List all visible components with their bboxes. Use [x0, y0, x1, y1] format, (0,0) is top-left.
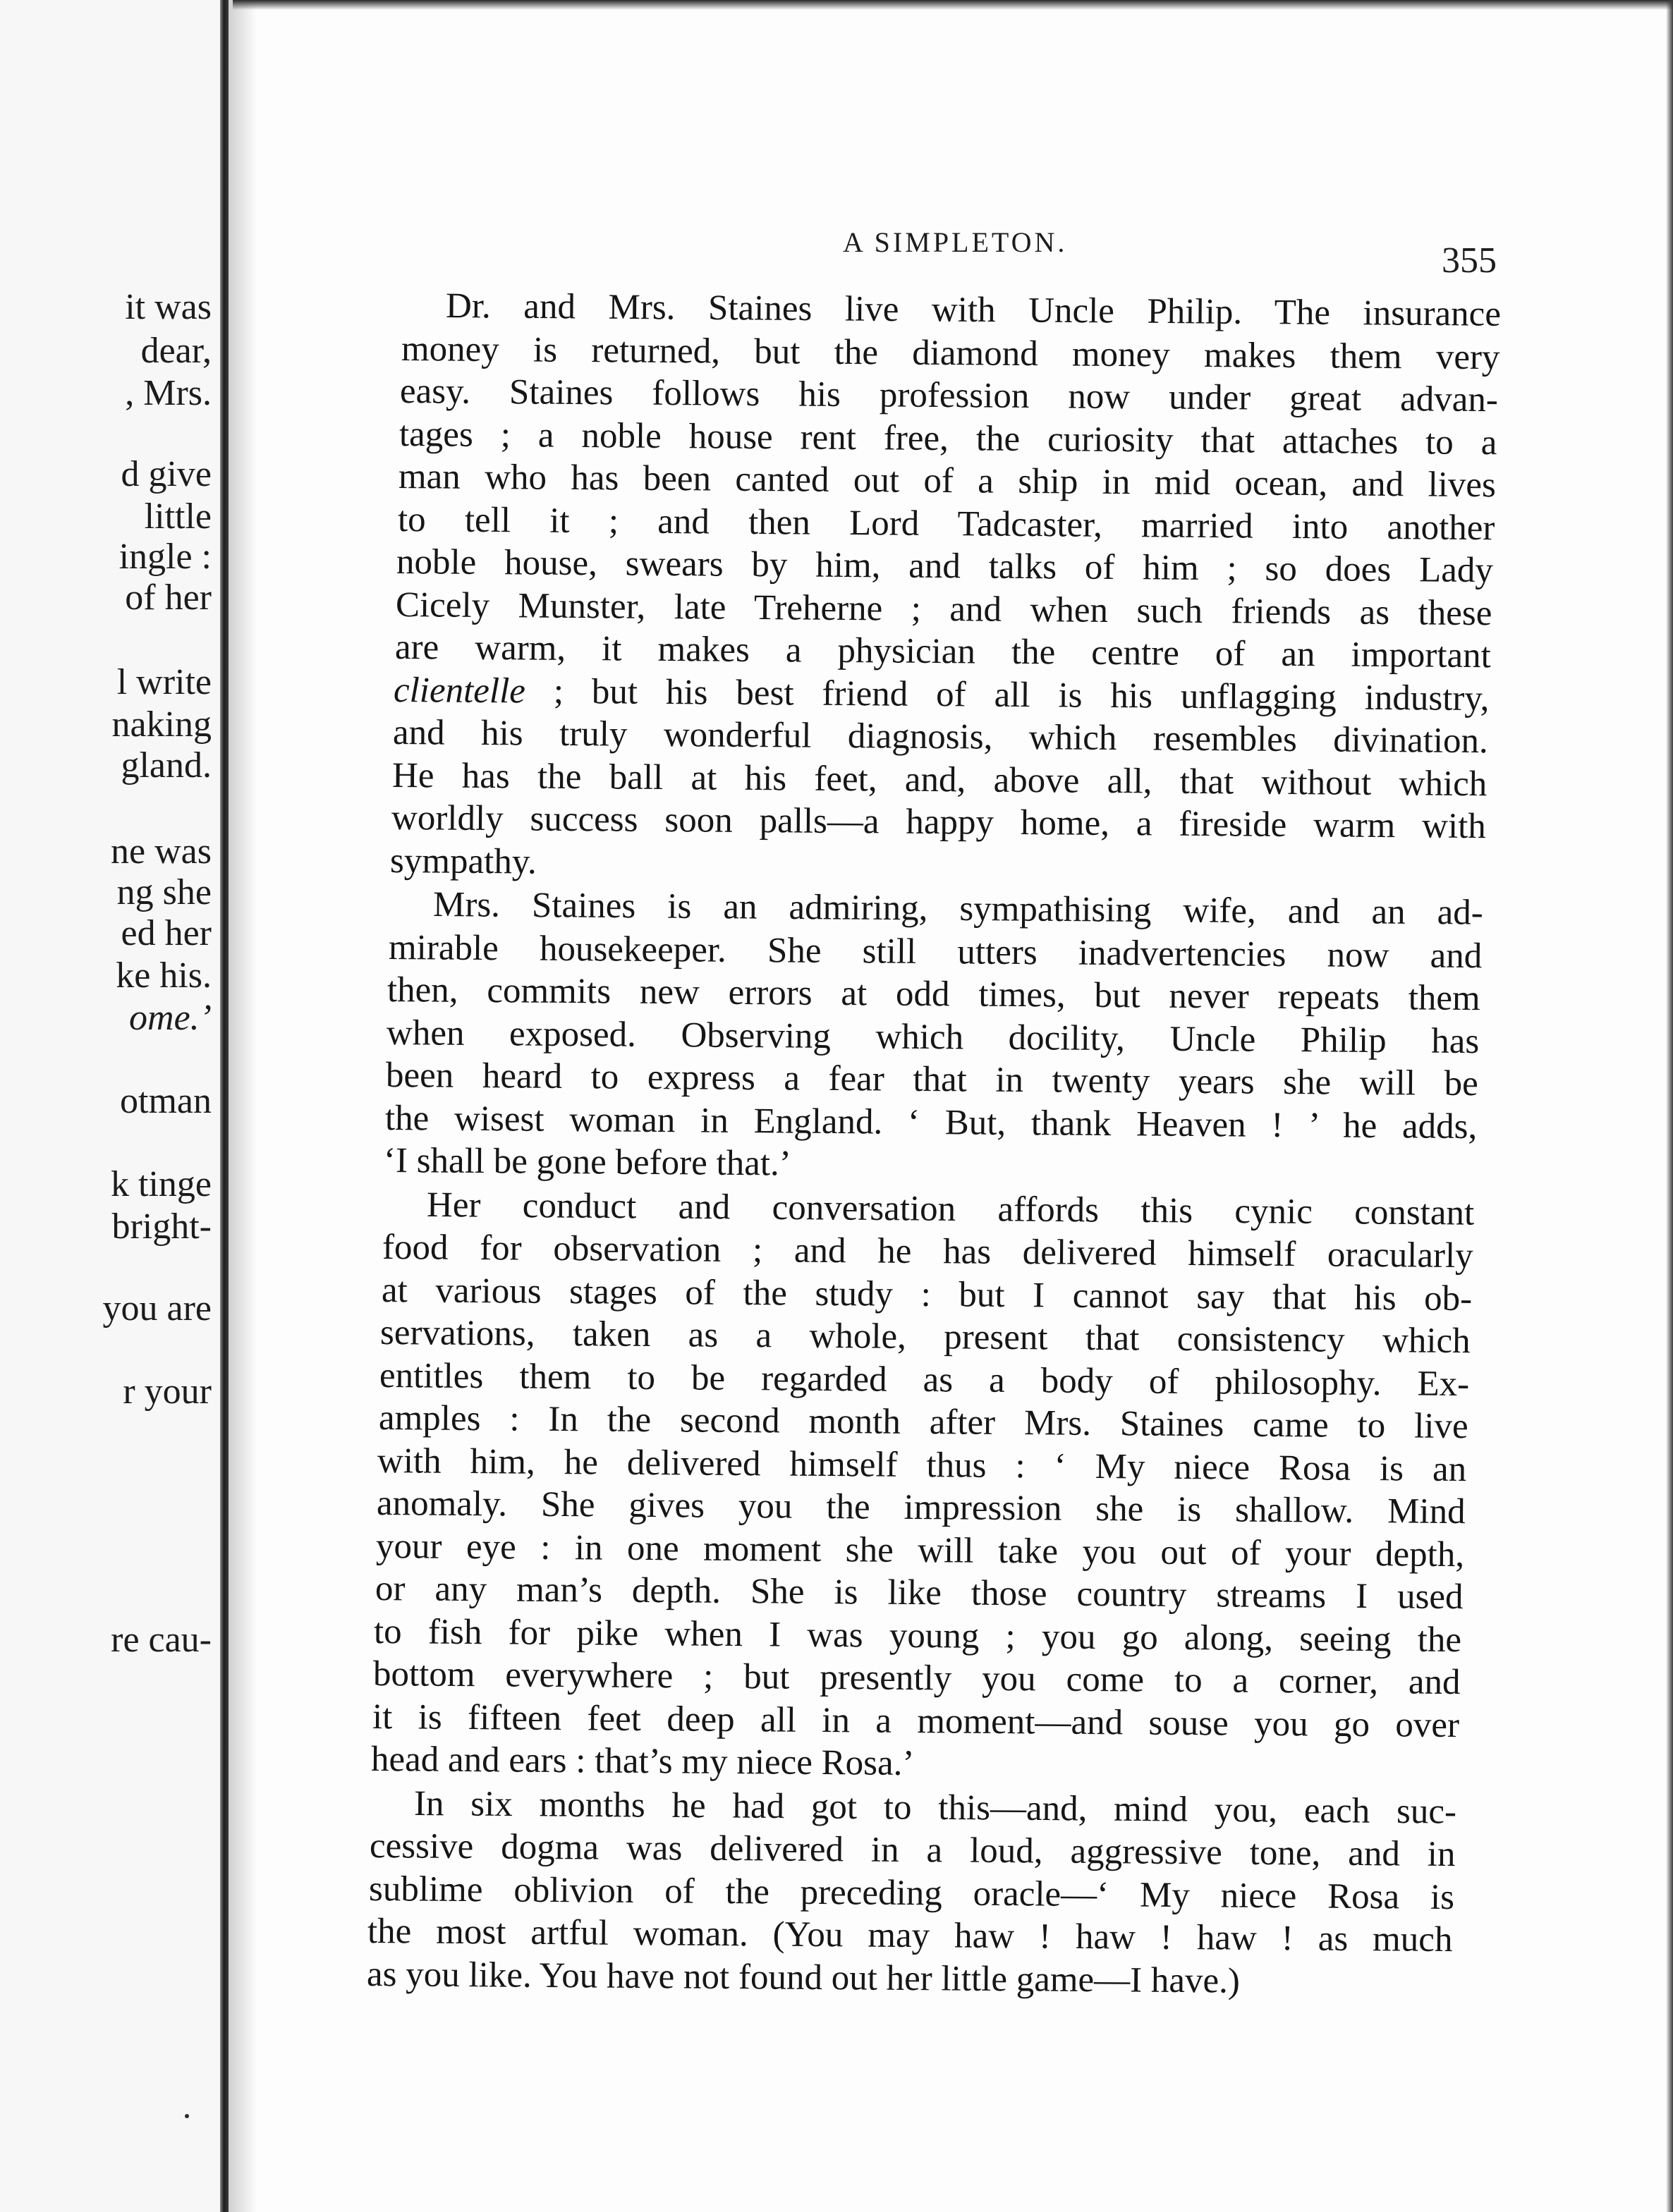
text-line: to tell it ; and then Lord Tadcaster, married into another	[397, 499, 1495, 548]
left-page-fragment: r your	[123, 1371, 212, 1412]
text-line: your eye : in one moment she will take you out of your depth,	[375, 1526, 1465, 1575]
text-line: food for observation ; and he has delivered himself oracularly	[382, 1228, 1473, 1276]
text-line: then, commits new errors at odd times, but never repeats them	[387, 970, 1481, 1019]
left-page-fragment: it was	[125, 287, 212, 327]
left-page-fragment: dear,	[140, 331, 212, 371]
left-page-fragment: otman	[120, 1081, 212, 1121]
text-line: sublime oblivion of the preceding oracle—‘ My niece Rosa is	[368, 1869, 1454, 1918]
left-page-fragment: of her	[125, 578, 212, 618]
page-number: 355	[1442, 240, 1497, 281]
text-line: servations, taken as a whole, present that consistency which	[379, 1313, 1471, 1362]
text-line: In six months he had got to this—and, mind you, each suc-	[413, 1783, 1457, 1832]
left-page-fragment: ome.’	[129, 998, 212, 1038]
text-line: Her conduct and conversation affords this cynic constant	[426, 1185, 1475, 1233]
text-line: at various stages of the study : but I cannot say that his ob-	[381, 1270, 1472, 1319]
left-page-fragment: ingle :	[118, 537, 212, 577]
left-page-fragment: ne was	[111, 831, 212, 872]
text-line: He has the ball at his feet, and, above all, that without which	[391, 755, 1488, 804]
left-page-fragment: , Mrs.	[125, 373, 212, 413]
text-line: amples : In the second month after Mrs. Staines came to live	[378, 1398, 1468, 1447]
text-line: Mrs. Staines is an admiring, sympathising wife, and an ad-	[432, 885, 1484, 933]
left-page-fragment: l write	[116, 662, 212, 702]
text-line: noble house, swears by him, and talks of him ; so does Lady	[396, 542, 1494, 591]
left-page-fragment: ed her	[121, 913, 212, 953]
left-page-fragment: little	[144, 496, 212, 537]
text-line: entitles them to be regarded as a body of philosophy. Ex-	[379, 1355, 1470, 1404]
text-line: man who has been canted out of a ship in mid ocean, and lives	[398, 457, 1496, 506]
text-line: been heard to express a fear that in twenty years she will be	[385, 1056, 1478, 1104]
text-line: sympathy.	[390, 841, 537, 882]
text-line: Dr. and Mrs. Staines live with Uncle Philip. The insurance	[445, 286, 1502, 334]
text-line: tages ; a noble house rent free, the curiosity that attaches to a	[399, 414, 1497, 463]
left-page-fragment: d give	[121, 454, 212, 494]
text-line: mirable housekeeper. She still utters inadvertencies now and	[388, 927, 1483, 976]
text-line: cessive dogma was delivered in a loud, aggressive tone, and in	[369, 1826, 1456, 1875]
text-line: money is returned, but the diamond money makes them very	[401, 329, 1500, 377]
left-page-fragment: re cau-	[111, 1620, 212, 1660]
left-page-fragment: you are	[102, 1288, 212, 1328]
text-line: are warm, it makes a physician the centre of an important	[394, 628, 1491, 676]
text-line: easy. Staines follows his profession now under great advan-	[400, 372, 1499, 420]
left-page-fragment: ng she	[116, 872, 212, 912]
text-line: anomaly. She gives you the impression she is shallow. Mind	[376, 1484, 1466, 1532]
text-line: Cicely Munster, late Treherne ; and when such friends as these	[395, 585, 1492, 633]
text-line: it is fifteen feet deep all in a moment—and souse you go over	[372, 1697, 1459, 1746]
text-line: or any man’s depth. She is like those country streams I used	[375, 1569, 1464, 1618]
left-page-fragment: ke his.	[116, 955, 212, 996]
text-line: worldly success soon palls—a happy home, a fireside warm with	[391, 798, 1486, 847]
text-line: head and ears : that’s my niece Rosa.’	[371, 1740, 915, 1784]
text-line: bottom everywhere ; but presently you come to a corner, and	[372, 1654, 1461, 1703]
text-line: the most artful woman. (You may haw ! haw ! haw ! as much	[367, 1912, 1453, 1960]
left-page-fragment: k tinge	[111, 1164, 212, 1204]
text-line: the wisest woman in England. ‘ But, thank Heaven ! ’ he adds,	[384, 1098, 1478, 1147]
running-head: A SIMPLETON.	[843, 226, 1068, 258]
left-page-fragment: naking	[111, 704, 212, 745]
text-line: as you like. You have not found out her little game—I have.)	[366, 1955, 1241, 2001]
text-line: when exposed. Observing which docility, Uncle Philip has	[386, 1013, 1480, 1061]
text-line: and his truly wonderful diagnosis, which resembles divination.	[392, 713, 1489, 762]
text-line: to fish for pike when I was young ; you go along, seeing the	[374, 1611, 1462, 1661]
left-page-fragment: bright-	[111, 1206, 212, 1247]
text-line: clientelle ; but his best friend of all is his unflagging industry,	[394, 670, 1490, 719]
text-line: ‘I shall be gone before that.’	[384, 1141, 792, 1184]
left-page-fragment: gland.	[121, 745, 212, 786]
text-line: with him, he delivered himself thus : ‘ My niece Rosa is an	[377, 1441, 1467, 1489]
